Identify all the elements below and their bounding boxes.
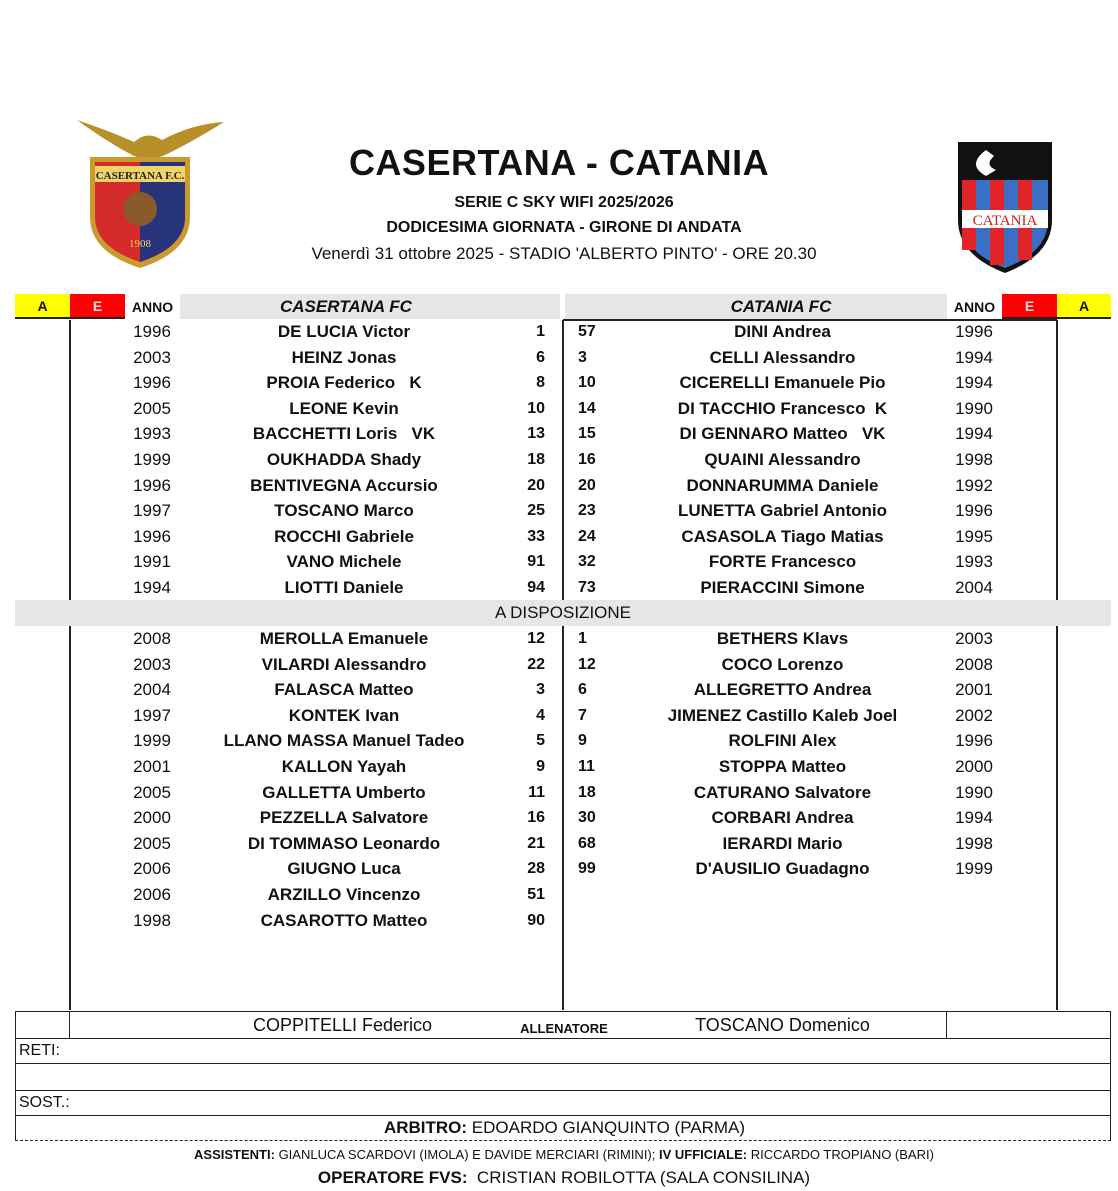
player-number: 16 [527, 809, 545, 827]
fourth-official: RICCARDO TROPIANO (BARI) [747, 1147, 934, 1162]
player-year: 1998 [955, 833, 993, 853]
player-name: BETHERS Klavs [716, 629, 849, 648]
away-anno-header: ANNO [953, 298, 996, 315]
player-number: 22 [527, 655, 545, 673]
player-name: CASASOLA Tiago Matias [681, 526, 884, 546]
player-number: 21 [527, 834, 545, 852]
player-name: PROIA Federico K [266, 373, 422, 393]
var-operator-label: OPERATORE FVS: [317, 1168, 468, 1187]
player-name: LIOTTI Daniele [284, 578, 404, 597]
player-year: 1996 [133, 475, 171, 495]
home-anno-header: ANNO [131, 298, 174, 315]
player-number: 73 [578, 579, 596, 596]
player-year: 1996 [133, 373, 171, 393]
player-name: DINI Andrea [734, 322, 831, 341]
player-number: 68 [578, 834, 596, 852]
player-number: 28 [527, 860, 545, 878]
player-number: 99 [578, 860, 596, 878]
player-name: BENTIVEGNA Accursio [250, 475, 438, 495]
player-year: 2004 [133, 680, 171, 700]
player-year: 2006 [133, 885, 171, 904]
player-year: 1999 [133, 450, 171, 469]
player-year: 1994 [955, 424, 993, 444]
svg-text:1908: 1908 [129, 238, 151, 250]
referee: EDOARDO GIANQUINTO (PARMA) [467, 1118, 746, 1137]
player-number: 15 [578, 425, 596, 443]
match-title: CASERTANA - CATANIA [348, 142, 770, 183]
divider [562, 320, 564, 1010]
player-year: 2003 [133, 347, 171, 367]
player-number: 18 [527, 451, 545, 468]
goals-label: RETI: [19, 1042, 60, 1059]
player-year: 2002 [955, 705, 993, 725]
player-year: 1999 [133, 731, 171, 751]
player-year: 1990 [955, 782, 993, 802]
player-name: BACCHETTI Loris VK [252, 424, 436, 444]
player-number: 30 [578, 809, 596, 827]
player-year: 1993 [955, 552, 993, 572]
officials [0, 1147, 1118, 1162]
player-year: 2008 [133, 629, 171, 648]
player-name: DONNARUMMA Daniele [686, 475, 879, 495]
player-year: 1996 [955, 322, 993, 341]
player-name: MEROLLA Emanuele [259, 629, 429, 648]
away-team-name: CATANIA FC [565, 294, 947, 319]
player-name: OUKHADDA Shady [266, 450, 422, 469]
player-year: 1996 [955, 731, 993, 751]
player-number: 1 [536, 323, 545, 340]
referee-row [15, 1116, 1111, 1141]
match-details: Venerdì 31 ottobre 2025 - STADIO 'ALBERTO PINTO' - ORE 20.30 [311, 244, 817, 263]
player-year: 1990 [955, 398, 993, 418]
player-number: 1 [578, 630, 587, 647]
player-name: ROLFINI Alex [728, 731, 837, 751]
player-name: CELLI Alessandro [709, 347, 856, 367]
var-operator [0, 1168, 1118, 1188]
var-operator-name: CRISTIAN ROBILOTTA (SALA CONSILINA) [467, 1168, 811, 1187]
coach-label: ALLENATORE [520, 1021, 608, 1036]
away-a-header: A [1057, 294, 1111, 319]
player-number: 3 [536, 681, 545, 699]
goals-field-extra[interactable] [15, 1064, 1111, 1091]
player-name: FALASCA Matteo [274, 680, 414, 700]
player-name: D'AUSILIO Guadagno [695, 859, 870, 879]
player-number: 6 [578, 681, 587, 699]
player-name: JIMENEZ Castillo Kaleb Joel [667, 705, 898, 725]
assistants-label: ASSISTENTI: [194, 1147, 275, 1162]
player-name: LUNETTA Gabriel Antonio [677, 501, 888, 521]
player-name: DI TOMMASO Leonardo [247, 833, 441, 853]
player-year: 1992 [955, 475, 993, 495]
player-name: LEONE Kevin [289, 398, 399, 418]
player-number: 12 [527, 630, 545, 647]
player-year: 2008 [955, 654, 993, 674]
player-number: 9 [536, 758, 545, 775]
substitutions-field[interactable] [15, 1091, 1111, 1116]
player-name: COCO Lorenzo [721, 654, 844, 674]
home-team-name: CASERTANA FC [180, 294, 560, 319]
player-year: 1995 [955, 526, 993, 546]
player-name: GIUGNO Luca [287, 859, 401, 879]
player-number: 16 [578, 451, 596, 468]
player-name: TOSCANO Marco [274, 501, 414, 521]
player-year: 2005 [133, 833, 171, 853]
svg-text:CASERTANA F.C.: CASERTANA F.C. [95, 170, 185, 182]
assistants: GIANLUCA SCARDOVI (IMOLA) E DAVIDE MERCIARI (RIMINI); [274, 1147, 656, 1162]
competition: SERIE C SKY WIFI 2025/2026 [454, 194, 674, 211]
player-number: 20 [527, 476, 545, 494]
player-number: 23 [578, 502, 596, 520]
player-number: 6 [536, 348, 545, 366]
player-number: 7 [578, 706, 587, 724]
player-number: 8 [536, 374, 545, 392]
player-name: ROCCHI Gabriele [274, 526, 414, 546]
away-coach: TOSCANO Domenico [695, 1015, 870, 1035]
divider [946, 1011, 947, 1039]
player-number: 20 [578, 476, 596, 494]
player-year: 2000 [133, 808, 171, 828]
player-year: 1994 [133, 578, 171, 597]
player-number: 91 [527, 553, 545, 571]
player-year: 1997 [133, 501, 171, 521]
player-year: 2005 [133, 398, 171, 418]
player-number: 12 [578, 655, 596, 673]
player-name: CATURANO Salvatore [693, 782, 872, 802]
player-year: 1998 [133, 910, 171, 930]
player-number: 5 [536, 732, 545, 750]
player-name: VANO Michele [286, 552, 402, 572]
player-year: 1998 [955, 450, 993, 469]
player-name: KONTEK Ivan [288, 705, 400, 725]
player-number: 3 [578, 348, 587, 366]
player-name: VILARDI Alessandro [261, 654, 427, 674]
away-e-header: E [1002, 294, 1057, 319]
player-number: 11 [578, 758, 595, 775]
player-name: FORTE Francesco [708, 552, 857, 572]
player-name: IERARDI Mario [722, 833, 843, 853]
player-number: 51 [527, 886, 545, 903]
player-year: 2001 [955, 680, 993, 700]
player-number: 10 [527, 399, 545, 417]
svg-text:CATANIA: CATANIA [972, 213, 1038, 229]
player-name: KALLON Yayah [281, 757, 407, 776]
player-year: 2004 [955, 578, 993, 597]
player-number: 33 [527, 527, 545, 545]
player-year: 2003 [133, 654, 171, 674]
player-year: 2000 [955, 757, 993, 776]
player-name: LLANO MASSA Manuel Tadeo [223, 731, 465, 751]
home-e-header: E [70, 294, 125, 319]
player-name: HEINZ Jonas [291, 347, 397, 367]
home-a-header: A [15, 294, 70, 319]
fourth-official-label: IV UFFICIALE: [655, 1147, 748, 1162]
player-name: DI TACCHIO Francesco K [677, 398, 888, 418]
player-name: ALLEGRETTO Andrea [693, 680, 872, 700]
player-number: 11 [528, 783, 545, 801]
player-number: 94 [527, 579, 545, 596]
player-number: 57 [578, 323, 596, 340]
player-year: 2006 [133, 859, 171, 879]
divider [1056, 320, 1058, 1010]
player-year: 1999 [955, 859, 993, 879]
player-name: ARZILLO Vincenzo [267, 885, 421, 904]
player-number: 32 [578, 553, 596, 571]
referee-label: ARBITRO: [383, 1118, 468, 1137]
player-year: 1996 [955, 501, 993, 521]
player-name: CICERELLI Emanuele Pio [679, 373, 886, 393]
bench-label: A DISPOSIZIONE [15, 600, 1111, 626]
player-name: DI GENNARO Matteo VK [679, 424, 886, 444]
round: DODICESIMA GIORNATA - GIRONE DI ANDATA [386, 219, 742, 236]
divider [69, 1011, 70, 1039]
player-number: 10 [578, 374, 596, 392]
player-year: 1991 [133, 552, 171, 572]
player-name: PEZZELLA Salvatore [259, 808, 429, 828]
substitutions-label: SOST.: [19, 1094, 70, 1111]
player-year: 1994 [955, 347, 993, 367]
player-number: 24 [578, 527, 596, 545]
player-name: DE LUCIA Victor [277, 322, 411, 341]
player-year: 1996 [133, 322, 171, 341]
player-year: 2003 [955, 629, 993, 648]
player-name: QUAINI Alessandro [704, 450, 861, 469]
player-number: 90 [527, 911, 545, 929]
player-year: 2005 [133, 782, 171, 802]
player-number: 14 [578, 399, 596, 417]
player-year: 1997 [133, 705, 171, 725]
player-number: 18 [578, 783, 596, 801]
player-year: 2001 [133, 757, 171, 776]
player-number: 4 [536, 706, 545, 724]
player-year: 1994 [955, 373, 993, 393]
player-name: CORBARI Andrea [711, 808, 854, 828]
player-year: 1994 [955, 808, 993, 828]
home-coach: COPPITELLI Federico [252, 1015, 433, 1035]
player-name: STOPPA Matteo [718, 757, 847, 776]
player-name: GALLETTA Umberto [262, 782, 426, 802]
divider [69, 320, 71, 1010]
player-number: 9 [578, 732, 587, 750]
player-year: 1996 [133, 526, 171, 546]
player-number: 13 [527, 425, 545, 443]
player-number: 25 [527, 502, 545, 520]
player-year: 1993 [133, 424, 171, 444]
goals-field[interactable] [15, 1039, 1111, 1064]
player-name: PIERACCINI Simone [700, 578, 865, 597]
player-name: CASAROTTO Matteo [260, 910, 428, 930]
